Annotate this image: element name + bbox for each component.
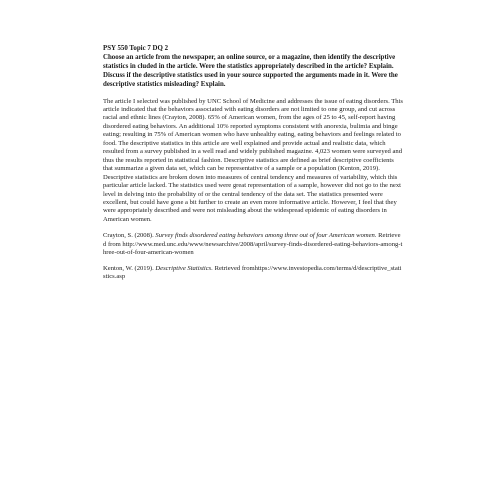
spacer [103, 90, 403, 98]
spacer [103, 224, 403, 232]
reference-kenton [103, 265, 403, 282]
response-paragraph: The article I selected was published by UNC School of Medicine and addresses the issue of eating disorders. This article indicated that the behaviors associated with eating disorders are not limited to one group, and cut across racial and ethnic lines (Crayton, 2008). 65% of American women, from the ages of 25 to 45, self-report having disordered eating behaviors. An additional 10% reported symptoms consistent with anorexia, bulimia and binge eating; resulting in 75% of American women who have unhealthy eating, eating behaviors and feelings related to food. The descriptive statistics in this article are well explained and provide actual and realistic data, which resulted from a survey published in a well read and widely published magazine. 4,023 women were surveyed and thus the results reported in statistical fashion. Descriptive statistics are defined as brief descriptive coefficients that summarize a given data set, which can be representative of a sample or a population (Kenton, 2019). Descriptive statistics are broken down into measures of central tendency and measures of variability, which this particular article lacked. The statistics used were great representation of a sample, however did not go to the next level in delving into the probability of or the central tendency of the data set. The statistics presented were excellent, but could have gone a bit further to create an even more informative article. However, I feel that they were appropriately described and were not misleading about the widespread epidemic of eating disorders in American women. [103, 97, 404, 223]
reference-lead: Kenton, W. (2019). [103, 264, 154, 272]
reference-title: Survey finds disordered eating behaviors among three out of four American women. [155, 232, 377, 240]
discussion-prompt: Choose an article from the newspaper, an online source, or a magazine, then identify the descriptive statistics in cluded in the article. Were the statistics appropriately described in the article? Explain. Discuss if the descriptive statistics used in your source supported the arguments made in it. Were the descriptive statistics misleading? Explain. [103, 53, 398, 88]
course-line: PSY 550 Topic 7 DQ 2 [103, 45, 169, 52]
spacer [103, 258, 403, 265]
reference-lead: Crayton, S. (2008). [103, 232, 154, 240]
reference-crayton [103, 232, 403, 257]
reference-tail: Retrieved fromhttps://www.investopedia.com/terms/d/descriptive_statistics.asp [103, 264, 402, 281]
document-page [103, 45, 403, 282]
reference-tail: Retrieved from http://www.med.unc.edu/www/newsarchive/2008/april/survey-finds-disordered-eating-behaviors-among-three-out-of-four-american-women [103, 232, 403, 257]
reference-title: Descriptive Statistics. [155, 264, 213, 272]
